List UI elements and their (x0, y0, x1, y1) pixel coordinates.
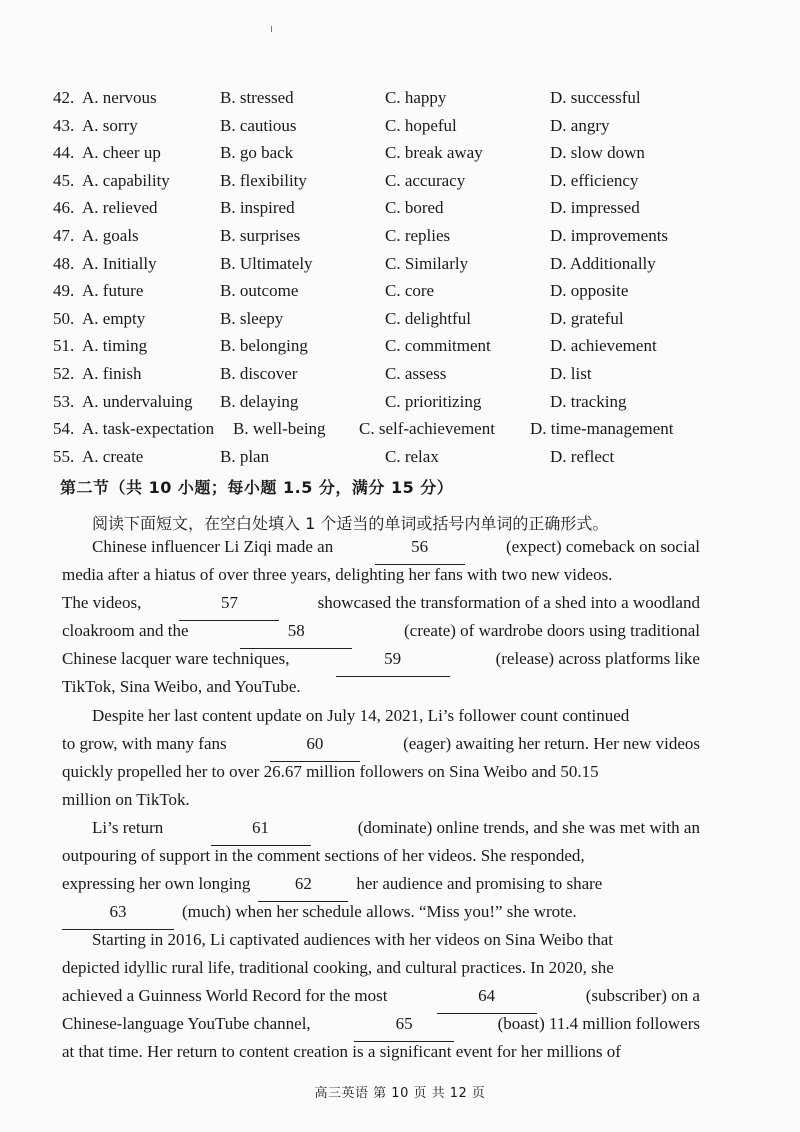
option-c[interactable]: C. happy (385, 88, 447, 107)
option-b[interactable]: B. cautious (220, 115, 297, 135)
option-a[interactable]: A. create (82, 446, 144, 466)
section-title: 第二节（共 10 小题；每小题 1.5 分，满分 15 分） (60, 478, 454, 497)
option-b[interactable]: B. delaying (220, 391, 299, 411)
passage-line: TikTok, Sina Weibo, and YouTube. (62, 677, 301, 696)
passage-line: expressing her own longing 62 her audience and promising to share (62, 874, 622, 902)
option-a[interactable]: A. sorry (82, 115, 138, 135)
scan-mark (271, 26, 272, 32)
option-c[interactable]: C. break away (385, 143, 483, 163)
question-row (0, 88, 800, 115)
question-number: 49. (53, 281, 75, 301)
question-row (0, 171, 800, 198)
option-d[interactable]: D. slow down (550, 143, 645, 163)
option-b[interactable]: B. discover (220, 364, 298, 383)
option-b[interactable]: B. plan (220, 446, 270, 466)
blank-60[interactable]: 60 (270, 734, 360, 762)
question-number: 51. (53, 336, 75, 356)
option-d[interactable]: D. opposite (550, 281, 629, 301)
question-row (0, 281, 800, 308)
question-number: 45. (53, 170, 75, 190)
question-number: 52. (53, 364, 75, 383)
option-a[interactable]: A. timing (82, 336, 148, 356)
option-d[interactable]: D. improvements (550, 226, 669, 245)
question-row (0, 226, 800, 253)
passage-line: at that time. Her return to content creation is a significant event for her millions of (62, 1042, 621, 1061)
option-a[interactable]: A. capability (82, 170, 170, 190)
blank-62[interactable]: 62 (258, 874, 348, 902)
question-number: 50. (53, 308, 75, 328)
question-row (0, 364, 800, 391)
option-b[interactable]: B. well-being (233, 419, 326, 439)
question-row (0, 198, 800, 225)
option-a[interactable]: A. goals (82, 226, 139, 245)
question-number: 42. (53, 88, 75, 107)
question-row (0, 309, 800, 336)
option-a[interactable]: A. Initially (82, 253, 157, 273)
option-b[interactable]: B. outcome (220, 281, 299, 301)
option-c[interactable]: C. accuracy (385, 170, 466, 190)
question-number: 48. (53, 253, 75, 273)
passage-line: outpouring of support in the comment sections of her videos. She responded, (62, 846, 585, 865)
blank-63[interactable]: 63 (62, 902, 174, 930)
question-row (0, 336, 800, 363)
blank-58[interactable]: 58 (240, 621, 352, 649)
question-row (0, 254, 800, 281)
passage-line: Chinese-language YouTube channel, 65 (boast) 11.4 million followers (62, 1014, 700, 1042)
passage-line: cloakroom and the 58 (create) of wardrobe doors using traditional (62, 621, 700, 649)
option-a[interactable]: A. empty (82, 308, 146, 328)
option-b[interactable]: B. Ultimately (220, 253, 313, 273)
option-d[interactable]: D. list (550, 364, 592, 383)
page-footer: 高三英语 第 10 页 共 12 页 (314, 1086, 486, 1101)
option-c[interactable]: C. hopeful (385, 115, 457, 135)
passage-line: million on TikTok. (62, 790, 190, 809)
option-b[interactable]: B. inspired (220, 198, 295, 218)
blank-56[interactable]: 56 (375, 537, 465, 565)
option-c[interactable]: C. relax (385, 446, 439, 466)
option-c[interactable]: C. bored (385, 198, 444, 218)
option-d[interactable]: D. reflect (550, 446, 615, 466)
passage-line: Despite her last content update on July 14, 2021, Li’s follower count continued (92, 706, 630, 725)
option-c[interactable]: C. assess (385, 364, 447, 383)
passage-line: The videos, 57 showcased the transformation of a shed into a woodland (62, 593, 700, 621)
option-a[interactable]: A. cheer up (82, 143, 161, 163)
option-d[interactable]: D. successful (550, 88, 641, 107)
question-row (0, 143, 800, 170)
question-number: 44. (53, 143, 75, 163)
question-number: 55. (53, 446, 75, 466)
passage-line: media after a hiatus of over three years, delighting her fans with two new videos. (62, 565, 613, 584)
option-c[interactable]: C. self-achievement (359, 419, 495, 439)
option-c[interactable]: C. Similarly (385, 253, 469, 273)
question-number: 53. (53, 391, 75, 411)
option-b[interactable]: B. sleepy (220, 308, 284, 328)
passage-line: quickly propelled her to over 26.67 million followers on Sina Weibo and 50.15 (62, 762, 599, 781)
question-row (0, 116, 800, 143)
option-d[interactable]: D. grateful (550, 308, 624, 328)
option-b[interactable]: B. stressed (220, 88, 294, 107)
passage-line: Li’s return 61 (dominate) online trends, and she was met with an (92, 818, 700, 846)
passage-line: achieved a Guinness World Record for the most 64 (subscriber) on a (62, 986, 700, 1014)
passage-line: Starting in 2016, Li captivated audiences with her videos on Sina Weibo that (92, 930, 613, 949)
section-instruction: 阅读下面短文，在空白处填入 1 个适当的单词或括号内单词的正确形式。 (92, 514, 609, 533)
blank-61[interactable]: 61 (211, 818, 311, 846)
option-d[interactable]: D. Additionally (550, 253, 656, 273)
option-d[interactable]: D. efficiency (550, 170, 639, 190)
question-number: 47. (53, 226, 75, 245)
blank-65[interactable]: 65 (354, 1014, 454, 1042)
option-a[interactable]: A. nervous (82, 88, 157, 107)
option-d[interactable]: D. time-management (530, 419, 674, 439)
option-a[interactable]: A. finish (82, 364, 142, 383)
option-a[interactable]: A. task-expectation (82, 419, 215, 439)
passage-line: to grow, with many fans 60 (eager) awaiting her return. Her new videos (62, 734, 700, 762)
question-row (0, 447, 800, 474)
blank-64[interactable]: 64 (437, 986, 537, 1014)
blank-59[interactable]: 59 (336, 649, 450, 677)
question-number: 43. (53, 115, 75, 135)
option-a[interactable]: A. undervaluing (82, 391, 193, 411)
option-a[interactable]: A. relieved (82, 198, 158, 218)
option-d[interactable]: D. angry (550, 115, 610, 135)
question-row (0, 392, 800, 419)
blank-57[interactable]: 57 (179, 593, 279, 621)
option-c[interactable]: C. prioritizing (385, 391, 482, 411)
option-c[interactable]: C. commitment (385, 336, 491, 356)
option-d[interactable]: D. impressed (550, 198, 640, 218)
option-b[interactable]: B. belonging (220, 336, 308, 356)
option-c[interactable]: C. core (385, 281, 435, 301)
passage-line: depicted idyllic rural life, traditional cooking, and cultural practices. In 2020, she (62, 958, 614, 977)
passage-line: Chinese lacquer ware techniques, 59 (release) across platforms like (62, 649, 700, 677)
option-b[interactable]: B. go back (220, 143, 294, 163)
option-d[interactable]: D. achievement (550, 336, 657, 356)
passage-line: Chinese influencer Li Ziqi made an 56 (expect) comeback on social (92, 537, 700, 565)
option-b[interactable]: B. surprises (220, 226, 301, 245)
question-row (0, 419, 800, 446)
option-c[interactable]: C. delightful (385, 308, 471, 328)
option-a[interactable]: A. future (82, 281, 144, 301)
option-d[interactable]: D. tracking (550, 391, 627, 411)
option-c[interactable]: C. replies (385, 226, 451, 245)
question-number: 54. (53, 419, 75, 439)
question-number: 46. (53, 198, 75, 218)
passage-line: 63 (much) when her schedule allows. “Miss you!” she wrote. (62, 902, 662, 930)
option-b[interactable]: B. flexibility (220, 170, 307, 190)
